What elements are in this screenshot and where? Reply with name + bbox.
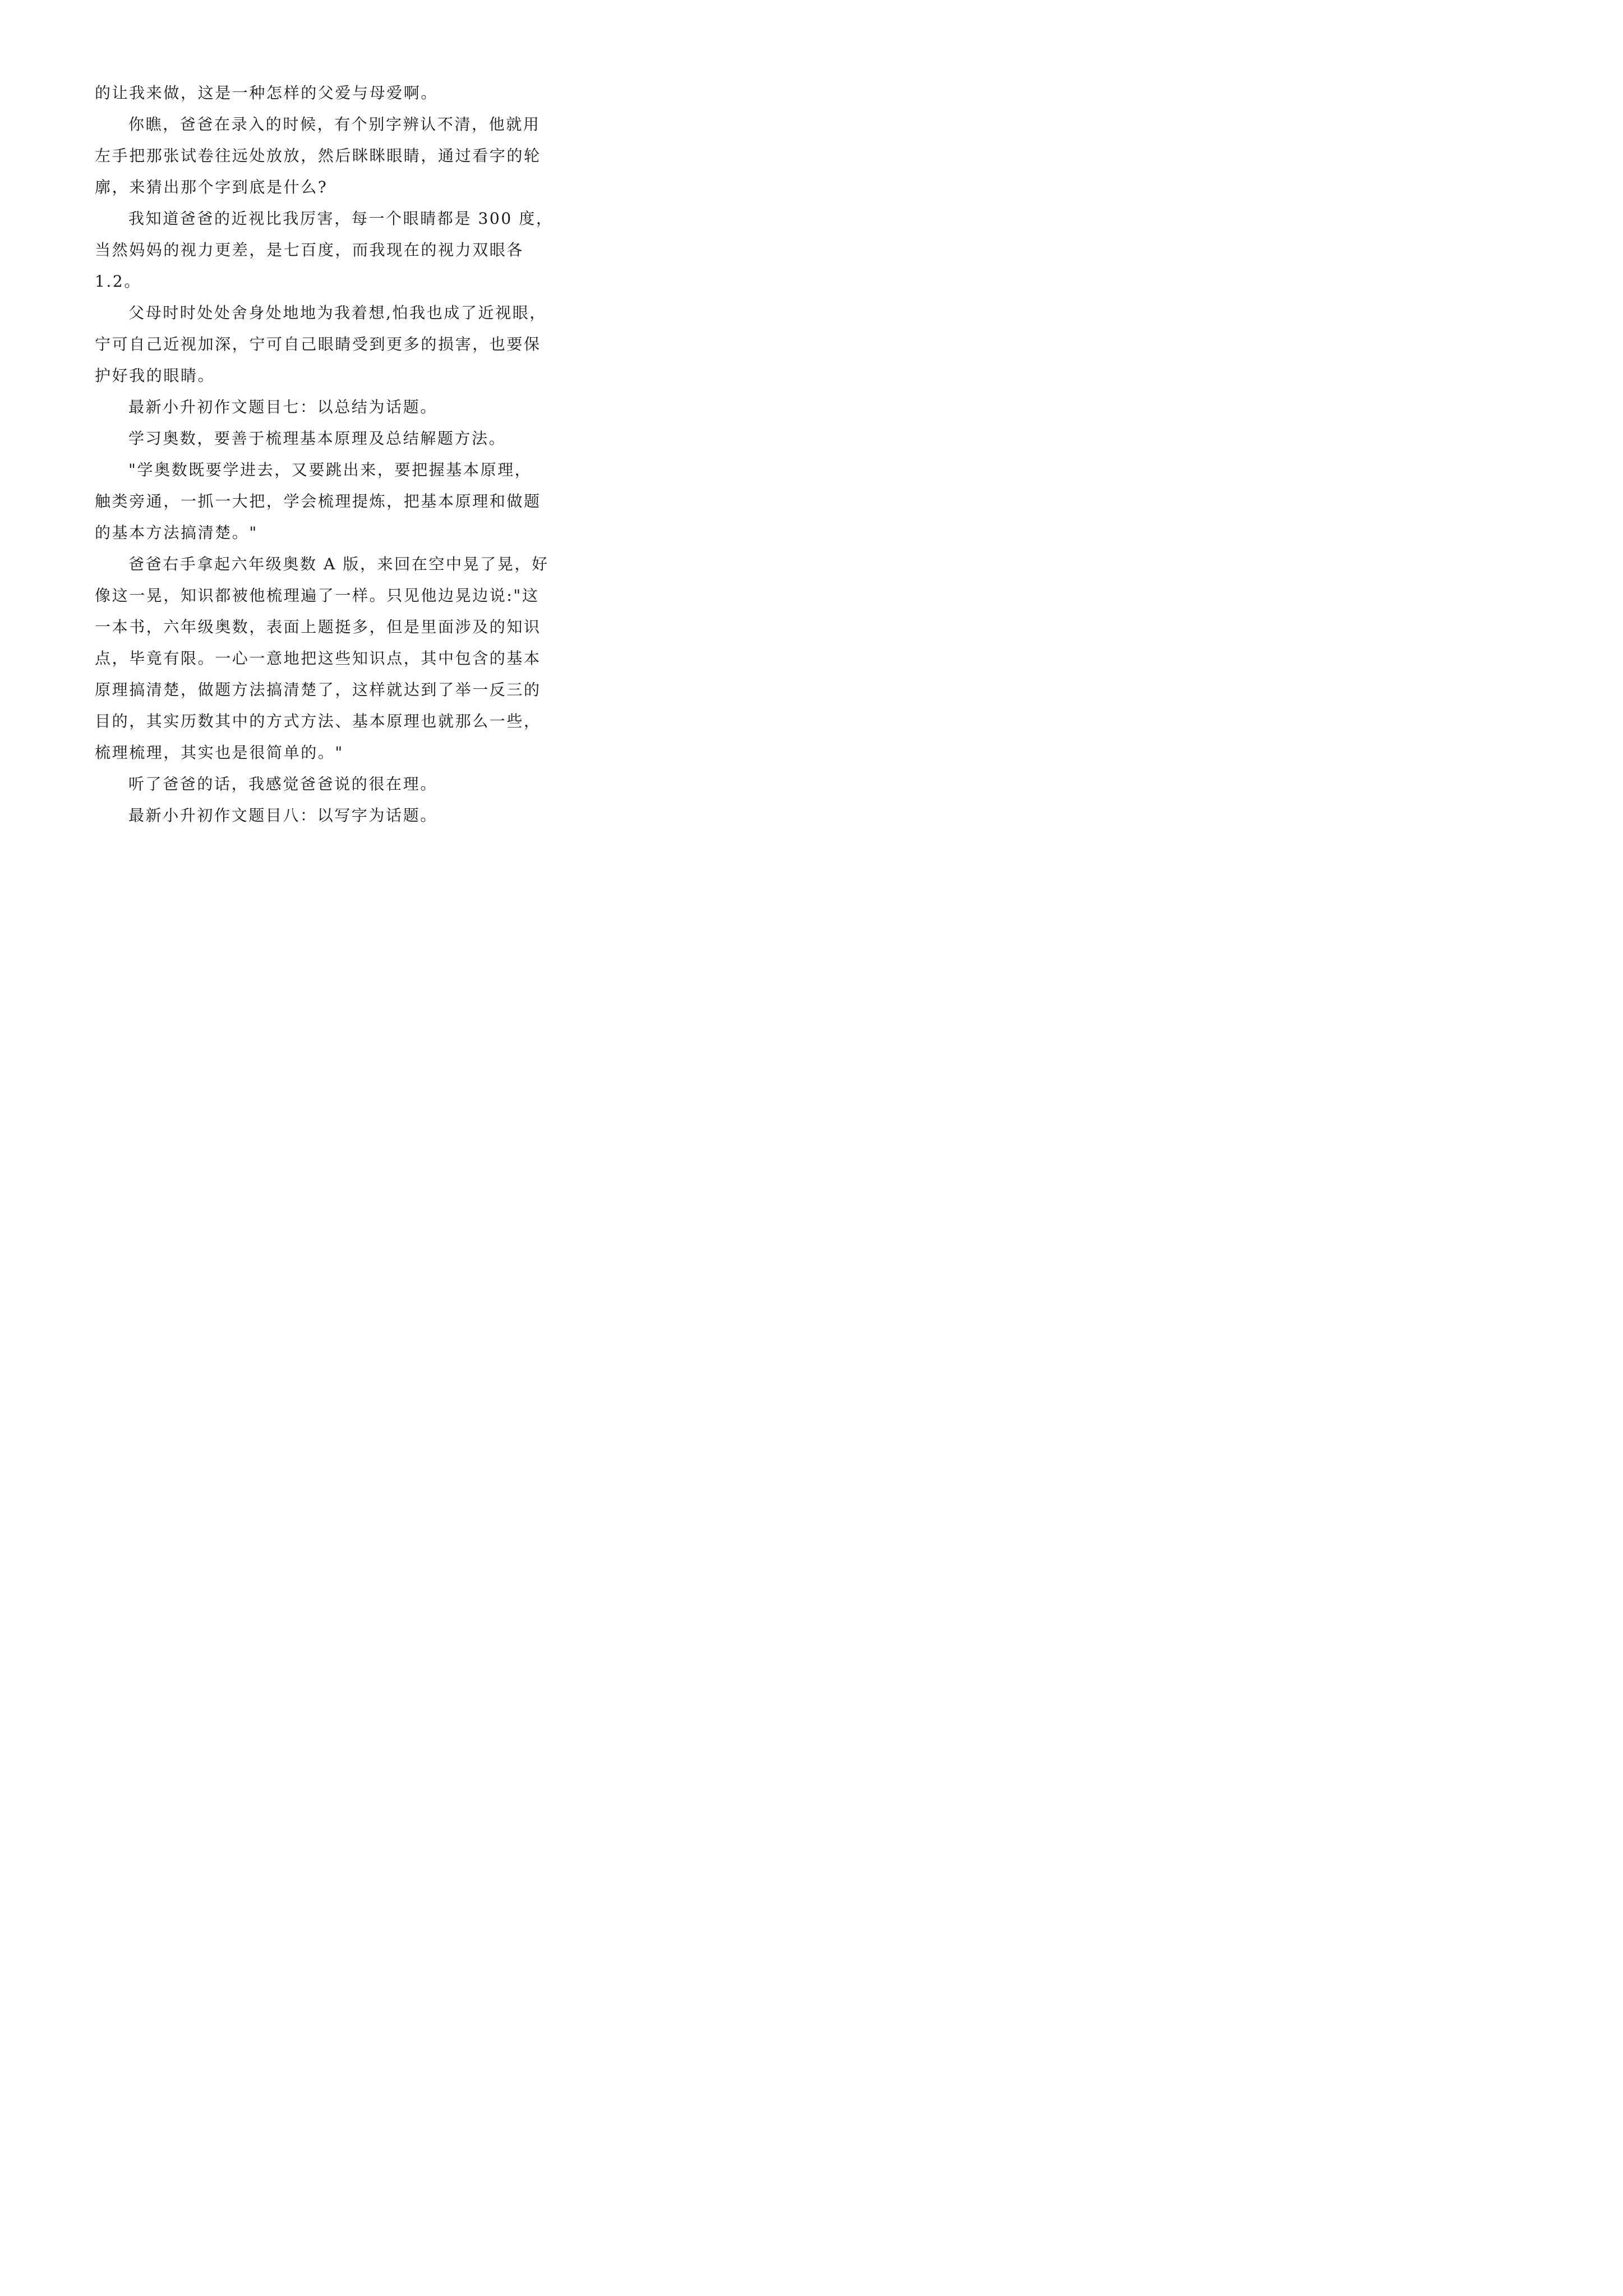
text-line: 原理搞清楚，做题方法搞清楚了，这样就达到了举一反三的 <box>95 680 541 699</box>
paragraph-first-line: 学习奥数，要善于梳理基本原理及总结解题方法。 <box>128 429 506 448</box>
text-line: 廓，来猜出那个字到底是什么? <box>95 178 328 196</box>
text-line: 宁可自己近视加深，宁可自己眼睛受到更多的损害，也要保 <box>95 335 541 353</box>
paragraph-first-line: 你瞧，爸爸在录入的时候，有个别字辨认不清，他就用 <box>128 115 541 134</box>
section-heading: 最新小升初作文题目七：以总结为话题。 <box>128 398 437 416</box>
text-line: 1.2。 <box>95 272 141 291</box>
text-line: 左手把那张试卷往远处放放，然后眯眯眼睛，通过看字的轮 <box>95 146 541 165</box>
text-line: 梳理梳理，其实也是很简单的。" <box>95 743 344 762</box>
text-line: 当然妈妈的视力更差，是七百度，而我现在的视力双眼各 <box>95 241 524 259</box>
document-page <box>0 0 616 871</box>
text-line: 一本书，六年级奥数，表面上题挺多，但是里面涉及的知识 <box>95 618 541 636</box>
text-line: 护好我的眼睛。 <box>95 366 215 385</box>
text-line: 的基本方法搞清楚。" <box>95 523 258 542</box>
text-line: 点，毕竟有限。一心一意地把这些知识点，其中包含的基本 <box>95 649 541 668</box>
text-line: 目的，其实历数其中的方式方法、基本原理也就那么一些， <box>95 712 541 730</box>
paragraph-first-line: 听了爸爸的话，我感觉爸爸说的很在理。 <box>128 775 437 793</box>
text-line: 像这一晃，知识都被他梳理遍了一样。只见他边晃边说:"这 <box>95 586 540 605</box>
paragraph-first-line: 爸爸右手拿起六年级奥数 A 版，来回在空中晃了晃，好 <box>128 555 549 573</box>
text-line: 触类旁通，一抓一大把，学会梳理提炼，把基本原理和做题 <box>95 492 541 510</box>
paragraph-first-line: 父母时时处处舍身处地地为我着想,怕我也成了近视眼， <box>128 303 547 322</box>
section-heading: 最新小升初作文题目八：以写字为话题。 <box>128 806 437 825</box>
text-line: 的让我来做，这是一种怎样的父爱与母爱啊。 <box>95 84 439 102</box>
paragraph-first-line: 我知道爸爸的近视比我厉害，每一个眼睛都是 300 度， <box>128 209 554 228</box>
paragraph-first-line: "学奥数既要学进去，又要跳出来，要把握基本原理， <box>128 461 532 479</box>
